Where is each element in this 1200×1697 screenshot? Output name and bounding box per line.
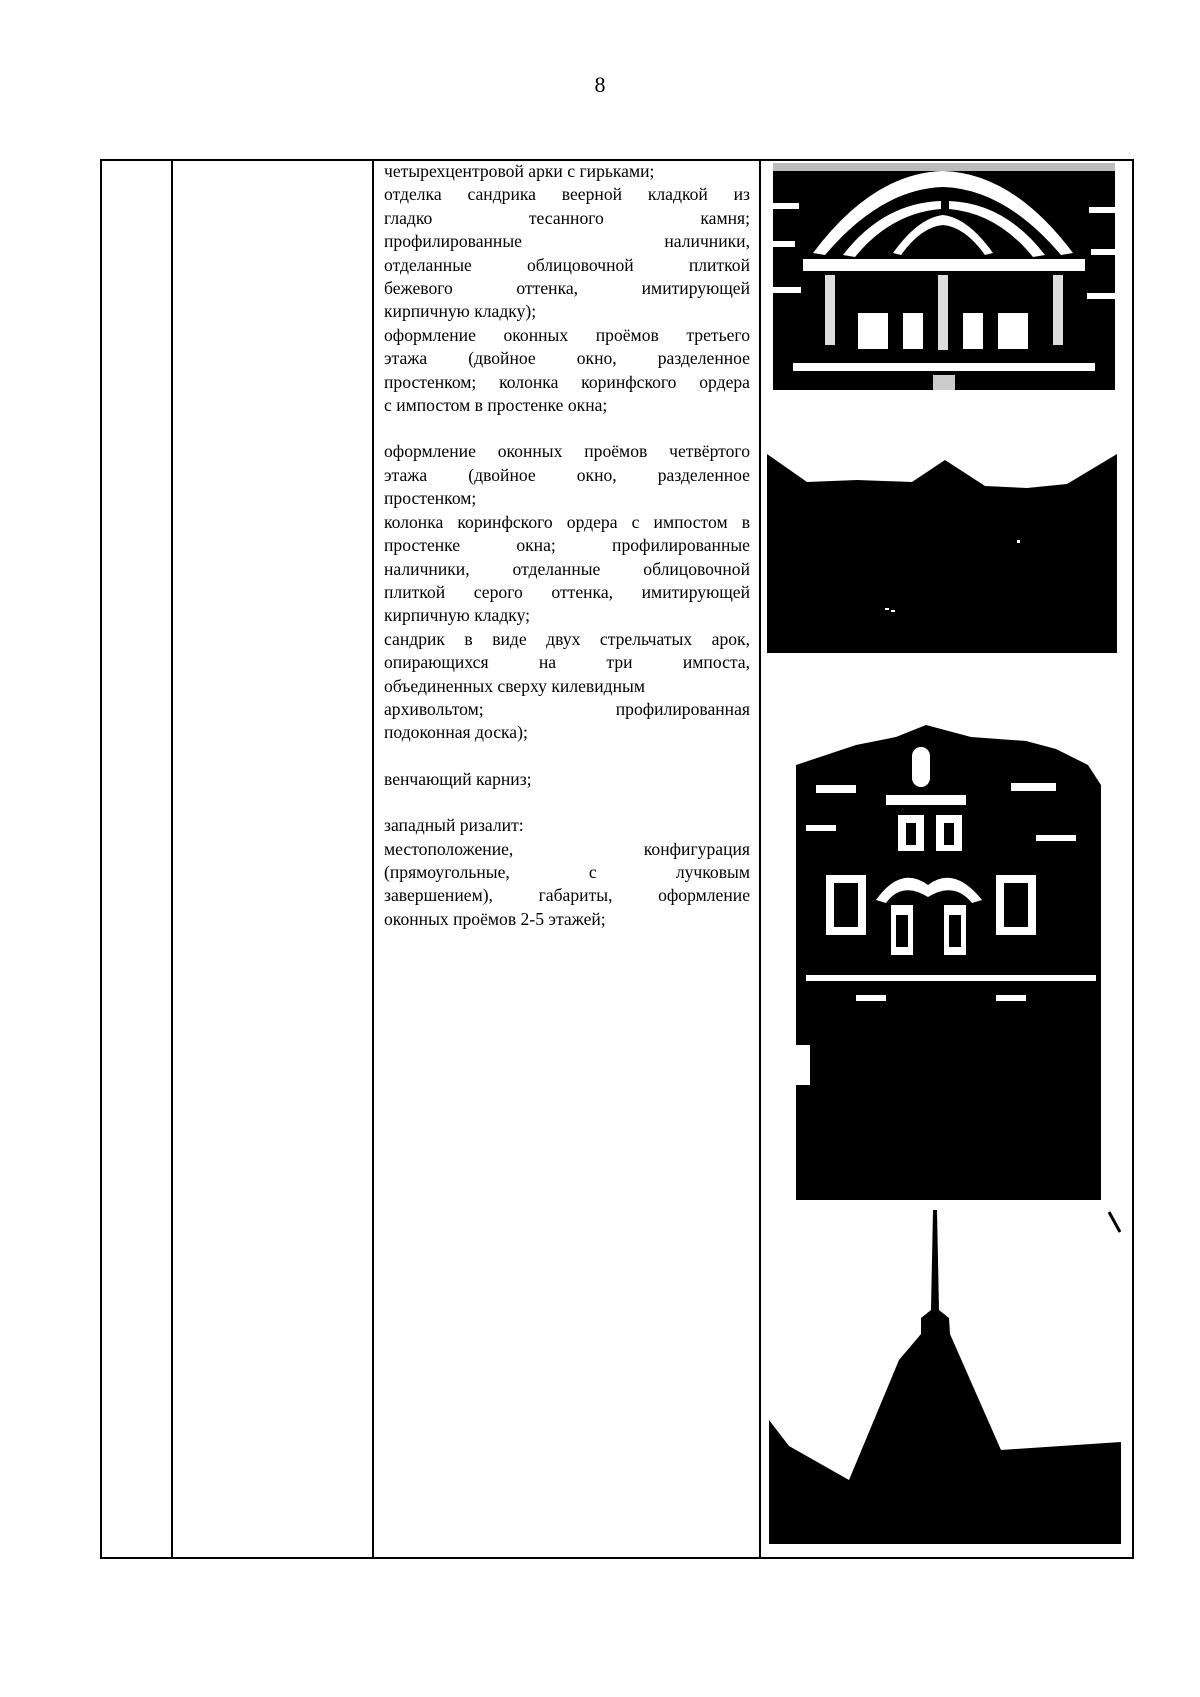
text-line: профилированные наличники, <box>384 231 750 252</box>
description-column <box>384 160 750 954</box>
text-line: простенке окна; профилированные <box>384 535 750 556</box>
column-divider-2 <box>372 159 374 1559</box>
text-line: колонка коринфского ордера с импостом в <box>384 511 750 532</box>
text-line: опирающихся на три импоста, <box>384 652 750 673</box>
text-line: кирпичную кладку); <box>384 301 537 322</box>
text-line: этажа (двойное окно, разделенное <box>384 464 750 485</box>
text-line: объединенных сверху килевидным <box>384 675 645 696</box>
window-arch-photo <box>773 163 1115 390</box>
text-line: наличники, отделанные облицовочной <box>384 558 750 579</box>
column-divider-1 <box>171 159 173 1559</box>
text-line: отделка сандрика веерной кладкой из <box>384 184 750 205</box>
text-line: оконных проёмов 2-5 этажей; <box>384 908 606 929</box>
text-line: (прямоугольные, с лучковым <box>384 861 750 882</box>
text-line: четырехцентровой арки с гирьками; <box>384 161 655 181</box>
page-number: 8 <box>594 72 606 97</box>
text-line: завершением), габариты, оформление <box>384 885 750 906</box>
paragraph <box>384 160 750 417</box>
text-line: плиткой серого оттенка, имитирующей <box>384 581 750 602</box>
paragraph <box>384 814 750 931</box>
text-line: оформление оконных проёмов третьего <box>384 324 750 345</box>
text-line: отделанные облицовочной плиткой <box>384 254 750 275</box>
text-line: этажа (двойное окно, разделенное <box>384 348 750 369</box>
text-line: западный ризалит: <box>384 815 524 836</box>
fourth-floor-photo <box>767 450 1117 653</box>
text-line: гладко тесанного камня; <box>384 207 750 228</box>
text-line: простенком; <box>384 488 477 509</box>
text-line: венчающий карниз; <box>384 768 532 789</box>
west-risalit-photo <box>796 725 1101 1200</box>
text-line: архивольтом; профилированная <box>384 698 750 719</box>
text-line: с импостом в простенке окна; <box>384 395 608 416</box>
text-line: подоконная доска); <box>384 722 528 743</box>
text-line: кирпичную кладку; <box>384 605 531 626</box>
text-line: бежевого оттенка, имитирующей <box>384 278 750 299</box>
text-line: простенком; колонка коринфского ордера <box>384 371 750 392</box>
text-line: сандрик в виде двух стрельчатых арок, <box>384 628 750 649</box>
spire-photo <box>769 1210 1121 1544</box>
paragraph <box>384 440 750 744</box>
text-line: местоположение, конфигурация <box>384 838 750 859</box>
column-divider-3 <box>759 159 761 1559</box>
paragraph <box>384 768 750 791</box>
text-line: оформление оконных проёмов четвёртого <box>384 441 750 462</box>
